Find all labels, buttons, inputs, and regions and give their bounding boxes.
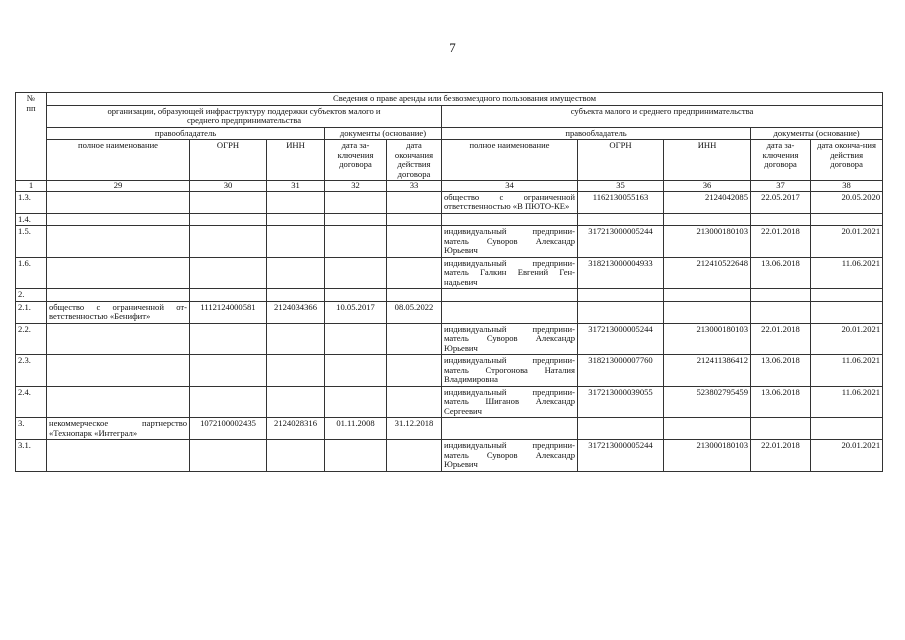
subject-contract-start (751, 213, 811, 226)
row-number: 1.5. (16, 226, 47, 258)
org-contract-start (325, 226, 387, 258)
column-number: 29 (47, 181, 190, 192)
org-inn (267, 257, 325, 289)
org-full-name (47, 440, 190, 472)
column-number: 37 (751, 181, 811, 192)
subject-inn (664, 213, 751, 226)
org-contract-start: 10.05.2017 (325, 301, 387, 323)
subject-contract-end (811, 418, 883, 440)
subject-full-name (442, 418, 578, 440)
header-no: № (26, 93, 36, 103)
org-contract-end (387, 323, 442, 355)
column-number: 1 (16, 181, 47, 192)
header-org-end-date: дата окончания действия договора (387, 140, 442, 181)
column-number: 31 (267, 181, 325, 192)
subject-ogrn: 318213000004933 (578, 257, 664, 289)
org-ogrn: 1112124000581 (190, 301, 267, 323)
subject-contract-start: 13.06.2018 (751, 257, 811, 289)
header-cell-number (16, 93, 47, 181)
column-number-row (16, 181, 883, 192)
subject-inn: 213000180103 (664, 226, 751, 258)
subject-contract-end: 20.01.2021 (811, 226, 883, 258)
table-row (16, 418, 883, 440)
org-contract-start (325, 191, 387, 213)
row-number: 1.6. (16, 257, 47, 289)
row-number: 1.4. (16, 213, 47, 226)
subject-ogrn (578, 213, 664, 226)
org-contract-start (325, 289, 387, 302)
org-ogrn (190, 440, 267, 472)
header-org-start-date: дата за-ключения договора (325, 140, 387, 181)
subject-ogrn (578, 301, 664, 323)
row-number: 3. (16, 418, 47, 440)
subject-full-name (442, 301, 578, 323)
org-full-name: общество с ограниченной от-ветственностью «Бенифит» (47, 301, 190, 323)
header-org-inn: ИНН (267, 140, 325, 181)
header-row-4 (16, 140, 883, 181)
table-row (16, 191, 883, 213)
org-full-name: некоммерческое партнерство «Технопарк «Интеграл» (47, 418, 190, 440)
org-contract-end (387, 440, 442, 472)
subject-full-name: индивидуальный предприни-матель Шиганов Александр Сергеевич (442, 386, 578, 418)
subject-ogrn: 317213000005244 (578, 440, 664, 472)
table-row (16, 226, 883, 258)
subject-inn: 2124042085 (664, 191, 751, 213)
org-ogrn (190, 323, 267, 355)
subject-ogrn: 318213000007760 (578, 355, 664, 387)
subject-inn: 213000180103 (664, 323, 751, 355)
column-number: 38 (811, 181, 883, 192)
header-subj-start-date: дата за-ключения договора (751, 140, 811, 181)
org-ogrn (190, 289, 267, 302)
org-inn (267, 355, 325, 387)
subject-inn (664, 418, 751, 440)
header-pp: пп (26, 102, 36, 113)
subject-contract-start: 22.01.2018 (751, 440, 811, 472)
subject-contract-start (751, 289, 811, 302)
row-number: 2.4. (16, 386, 47, 418)
org-inn (267, 440, 325, 472)
org-inn (267, 213, 325, 226)
row-number: 1.3. (16, 191, 47, 213)
subject-inn (664, 289, 751, 302)
org-full-name (47, 323, 190, 355)
org-contract-start (325, 440, 387, 472)
row-number: 2.3. (16, 355, 47, 387)
header-org-docs: документы (основание) (325, 127, 442, 140)
org-full-name (47, 191, 190, 213)
org-inn: 2124034366 (267, 301, 325, 323)
subject-ogrn (578, 289, 664, 302)
org-contract-start (325, 355, 387, 387)
lease-register-table (15, 92, 883, 472)
row-number: 2. (16, 289, 47, 302)
table-row (16, 355, 883, 387)
subject-contract-end: 11.06.2021 (811, 355, 883, 387)
column-number: 35 (578, 181, 664, 192)
org-contract-end: 08.05.2022 (387, 301, 442, 323)
org-contract-end (387, 191, 442, 213)
header-org-group: организации, образующей инфраструктуру поддержки субъектов малого и среднего предпринимательства (47, 105, 442, 127)
org-ogrn (190, 226, 267, 258)
org-full-name (47, 226, 190, 258)
org-full-name (47, 386, 190, 418)
header-main-title: Сведения о праве аренды или безвозмездного пользования имуществом (47, 93, 883, 106)
row-number: 2.1. (16, 301, 47, 323)
org-ogrn (190, 213, 267, 226)
subject-contract-end (811, 213, 883, 226)
table-row (16, 301, 883, 323)
org-ogrn (190, 191, 267, 213)
subject-contract-start: 22.01.2018 (751, 226, 811, 258)
org-contract-end (387, 213, 442, 226)
org-contract-end (387, 355, 442, 387)
column-number: 32 (325, 181, 387, 192)
subject-full-name: индивидуальный предприни-матель Суворов Александр Юрьевич (442, 226, 578, 258)
subject-contract-end: 20.01.2021 (811, 323, 883, 355)
subject-inn: 212411386412 (664, 355, 751, 387)
org-ogrn (190, 355, 267, 387)
row-number: 3.1. (16, 440, 47, 472)
org-full-name (47, 289, 190, 302)
table-row (16, 257, 883, 289)
header-subj-full-name: полное наименование (442, 140, 578, 181)
subject-ogrn: 317213000039055 (578, 386, 664, 418)
subject-contract-end: 11.06.2021 (811, 257, 883, 289)
org-contract-end: 31.12.2018 (387, 418, 442, 440)
page-number: 7 (449, 40, 456, 55)
org-full-name (47, 213, 190, 226)
subject-contract-start: 22.01.2018 (751, 323, 811, 355)
subject-full-name: индивидуальный предприни-матель Суворов Александр Юрьевич (442, 440, 578, 472)
org-contract-end (387, 289, 442, 302)
subject-contract-start (751, 418, 811, 440)
subject-ogrn (578, 418, 664, 440)
subject-full-name (442, 289, 578, 302)
table-row (16, 386, 883, 418)
subject-contract-start: 13.06.2018 (751, 355, 811, 387)
header-subject-group: субъекта малого и среднего предпринимательства (442, 105, 883, 127)
org-contract-start (325, 386, 387, 418)
org-inn (267, 323, 325, 355)
header-subj-inn: ИНН (664, 140, 751, 181)
column-number: 36 (664, 181, 751, 192)
subject-contract-end: 11.06.2021 (811, 386, 883, 418)
subject-contract-start: 13.06.2018 (751, 386, 811, 418)
subject-inn: 213000180103 (664, 440, 751, 472)
subject-contract-start: 22.05.2017 (751, 191, 811, 213)
org-contract-start (325, 257, 387, 289)
header-subj-ogrn: ОГРН (578, 140, 664, 181)
header-org-ogrn: ОГРН (190, 140, 267, 181)
header-subj-end-date: дата оконча-ния действия договора (811, 140, 883, 181)
org-inn (267, 191, 325, 213)
org-full-name (47, 257, 190, 289)
header-subj-docs: документы (основание) (751, 127, 883, 140)
org-contract-end (387, 226, 442, 258)
org-contract-end (387, 386, 442, 418)
header-row-2 (16, 105, 883, 127)
org-contract-end (387, 257, 442, 289)
subject-contract-start (751, 301, 811, 323)
subject-ogrn: 1162130055163 (578, 191, 664, 213)
subject-full-name: индивидуальный предприни-матель Суворов Александр Юрьевич (442, 323, 578, 355)
row-number: 2.2. (16, 323, 47, 355)
org-inn (267, 226, 325, 258)
table-row (16, 323, 883, 355)
org-inn (267, 386, 325, 418)
subject-contract-end (811, 301, 883, 323)
header-subj-holder: правообладатель (442, 127, 751, 140)
subject-contract-end: 20.05.2020 (811, 191, 883, 213)
org-ogrn (190, 386, 267, 418)
subject-full-name (442, 213, 578, 226)
subject-inn: 523802795459 (664, 386, 751, 418)
header-row-3 (16, 127, 883, 140)
subject-full-name: общество с ограниченной ответственностью «В ПЮТО-КЕ» (442, 191, 578, 213)
org-full-name (47, 355, 190, 387)
org-ogrn: 1072100002435 (190, 418, 267, 440)
table-row (16, 440, 883, 472)
subject-full-name: индивидуальный предприни-матель Галкин Евгений Ген-надьевич (442, 257, 578, 289)
org-contract-start: 01.11.2008 (325, 418, 387, 440)
table-row (16, 289, 883, 302)
subject-inn (664, 301, 751, 323)
subject-ogrn: 317213000005244 (578, 323, 664, 355)
subject-inn: 212410522648 (664, 257, 751, 289)
subject-full-name: индивидуальный предприни-матель Строгонова Наталия Владимировна (442, 355, 578, 387)
column-number: 34 (442, 181, 578, 192)
org-contract-start (325, 323, 387, 355)
subject-contract-end: 20.01.2021 (811, 440, 883, 472)
org-ogrn (190, 257, 267, 289)
table-row (16, 213, 883, 226)
header-org-holder: правообладатель (47, 127, 325, 140)
org-contract-start (325, 213, 387, 226)
header-row-1 (16, 93, 883, 106)
header-org-full-name: полное наименование (47, 140, 190, 181)
org-inn: 2124028316 (267, 418, 325, 440)
column-number: 33 (387, 181, 442, 192)
column-number: 30 (190, 181, 267, 192)
subject-ogrn: 317213000005244 (578, 226, 664, 258)
subject-contract-end (811, 289, 883, 302)
org-inn (267, 289, 325, 302)
